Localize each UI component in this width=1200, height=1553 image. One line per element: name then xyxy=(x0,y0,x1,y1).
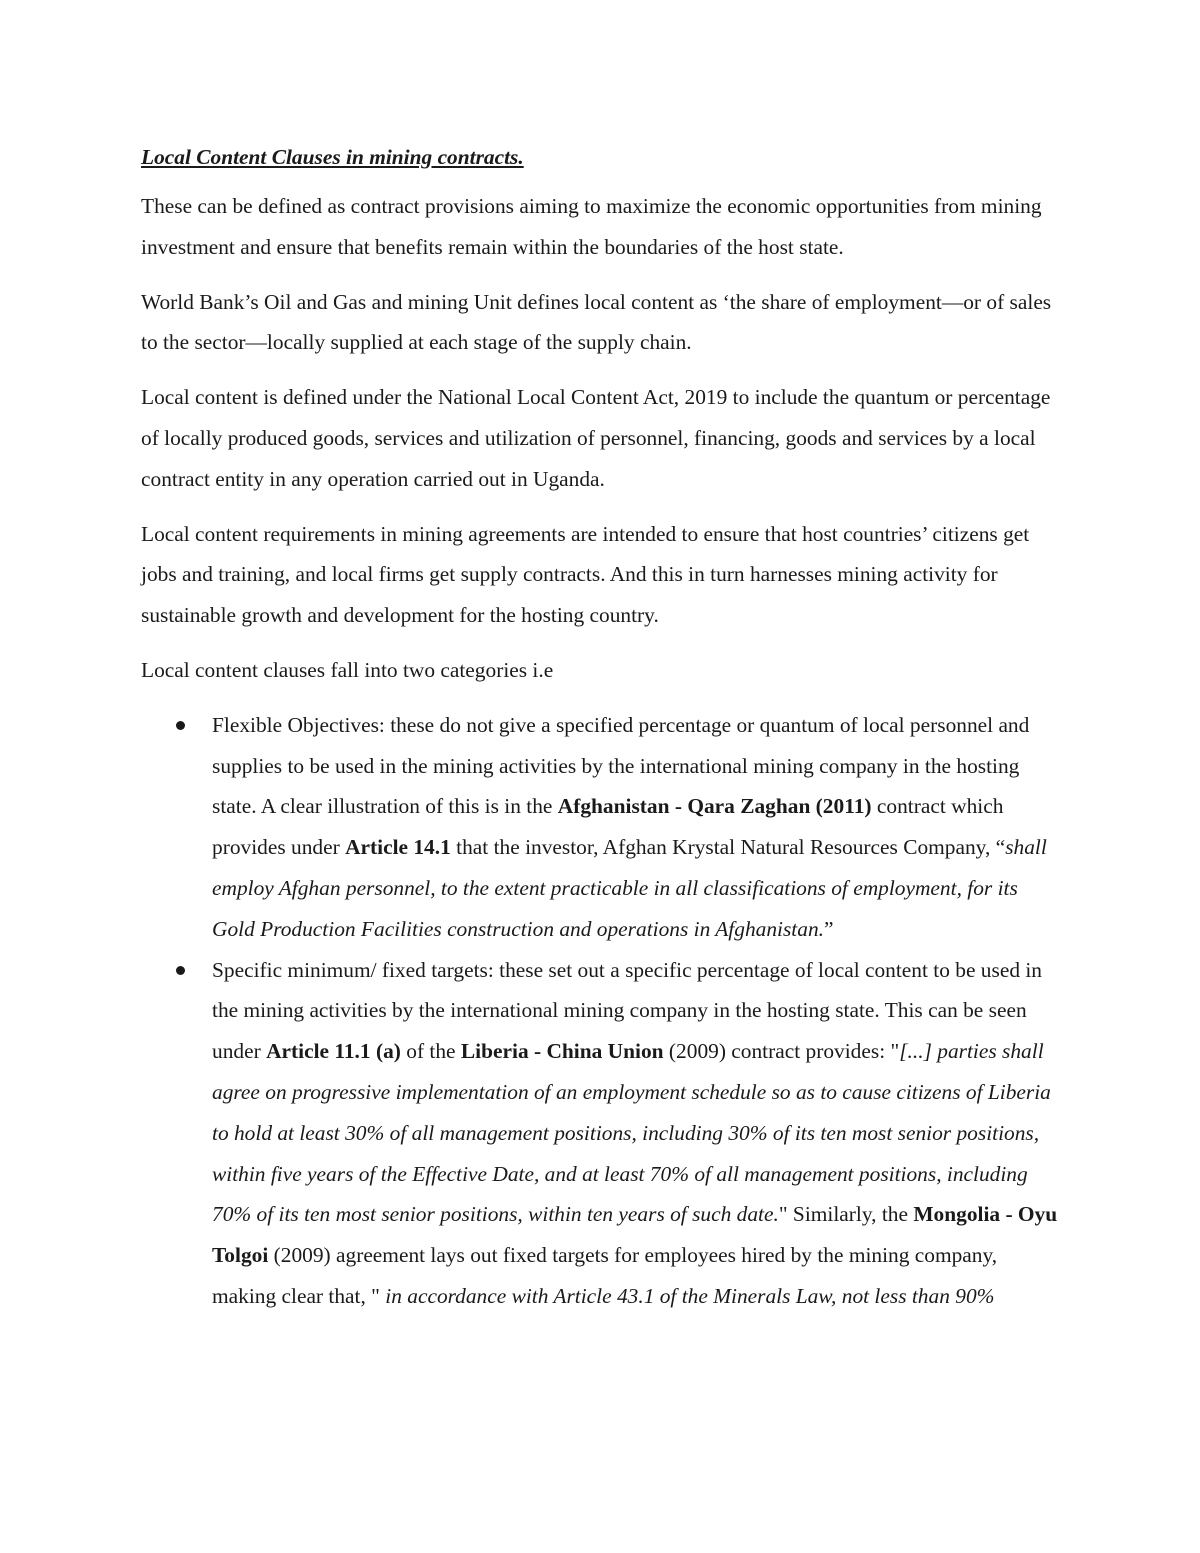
paragraph-requirements: Local content requirements in mining agreements are intended to ensure that host countries’ citizens get jobs and training, and local firms get supply contracts. And this in turn harnesses mining activity for sustainable growth and development for the hosting country. xyxy=(141,521,1030,628)
bullet-text: (2009) agreement lays out fixed targets for employees hired by the mining company, making clear that, " xyxy=(212,1243,998,1308)
bullet-text: (2009) contract provides: " xyxy=(663,1039,900,1064)
list-item-fixed-targets xyxy=(212,950,1061,1317)
list-item-flexible-objectives xyxy=(212,705,1061,950)
contract-quote: in accordance with Article 43.1 of the Minerals Law, not less than 90% xyxy=(379,1283,995,1308)
bullet-text: contract which provides under xyxy=(212,794,1004,860)
paragraph-world-bank: World Bank’s Oil and Gas and mining Unit defines local content as ‘the share of employment—or of sales to the sector—locally supplied at each stage of the supply chain. xyxy=(141,289,1052,355)
paragraph-definition: These can be defined as contract provisions aiming to maximize the economic opportunities from mining investment and ensure that benefits remain within the boundaries of the host state. xyxy=(141,194,1042,259)
bullet-text: " Similarly, the xyxy=(778,1202,914,1227)
contract-reference: Liberia - China Union xyxy=(460,1039,664,1064)
bullet-icon xyxy=(176,966,185,975)
document-page xyxy=(141,140,1061,1317)
contract-quote: [...] parties shall agree on progressive implementation of an employment schedule so as to cause citizens of Liberia to hold at least 30% of all management positions, including 30% of its ten most senior positions, within five years of the Effective Date, and at least 70% of all management positions, including 70% of its ten most senior positions, within ten years of such date. xyxy=(212,1039,1051,1227)
contract-reference: Mongolia - Oyu Tolgoi xyxy=(212,1202,1058,1268)
categories-list xyxy=(141,705,1061,1317)
bullet-icon xyxy=(176,721,185,730)
article-reference: Article 14.1 xyxy=(345,835,451,860)
bullet-text: ” xyxy=(823,916,834,941)
paragraph-local-content-act: Local content is defined under the National Local Content Act, 2019 to include the quantum or percentage of locally produced goods, services and utilization of personnel, financing, goods and services by a local contract entity in any operation carried out in Uganda. xyxy=(141,385,1051,491)
contract-quote: shall employ Afghan personnel, to the extent practicable in all classifications of employment, for its Gold Production Facilities construction and operations in Afghanistan. xyxy=(212,835,1047,941)
bullet-text: of the xyxy=(400,1039,461,1064)
bullet-text: Specific minimum/ fixed targets: these set out a specific percentage of local content to be used in the mining activities by the international mining company in the hosting state. This can be seen under xyxy=(212,957,1043,1064)
document-heading: Local Content Clauses in mining contracts. xyxy=(141,145,524,169)
bullet-text: Flexible Objectives: these do not give a specified percentage or quantum of local personnel and supplies to be used in the mining activities by the international mining company in the hosting state. A clear illustration of this is in the xyxy=(212,712,1030,819)
article-reference: Article 11.1 (a) xyxy=(266,1039,401,1064)
bullet-text: that the investor, Afghan Krystal Natural Resources Company, “ xyxy=(450,835,1006,860)
contract-reference: Afghanistan - Qara Zaghan (2011) xyxy=(557,794,872,819)
paragraph-categories: Local content clauses fall into two categories i.e xyxy=(141,657,554,682)
